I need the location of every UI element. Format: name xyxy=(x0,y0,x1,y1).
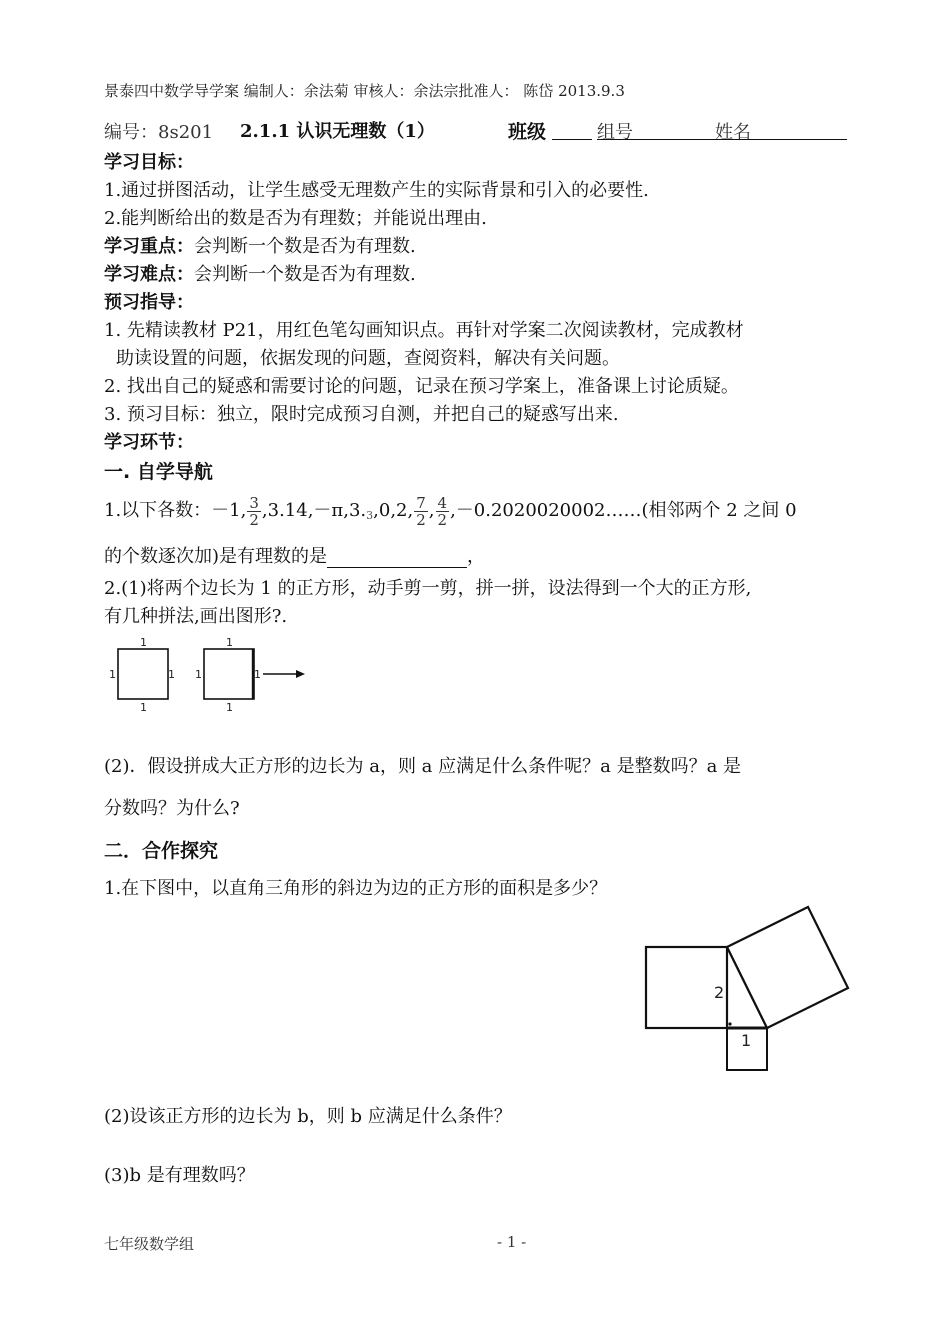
leg-label-2: 2 xyxy=(714,983,725,1002)
side-label: 1 xyxy=(226,701,233,714)
class-field[interactable] xyxy=(552,121,592,140)
side-label: 1 xyxy=(140,636,147,649)
question-2-line-2: 有几种拼法,画出图形?. xyxy=(104,606,288,627)
question-2-line-1: 2.(1)将两个边长为 1 的正方形，动手剪一剪，拼一拼，设法得到一个大的正方形, xyxy=(104,578,752,599)
objectives-heading: 学习目标： xyxy=(104,152,194,173)
question-1-line-1: 1.以下各数：－1, $\frac{3}{2}$ ,3.14,－π,3.3,0,2, $\frac{7}{2}$ , $\frac{4}{2}$ ,－0.2020020002……(相邻两个 2 之间 0 xyxy=(104,493,797,529)
unit-square-right xyxy=(204,649,254,699)
page-number: - 1 - xyxy=(497,1233,527,1251)
leg-label-1: 1 xyxy=(741,1031,752,1050)
right-angle-mark xyxy=(728,1022,731,1025)
group-label: 组号 xyxy=(597,122,633,143)
page-header: 景泰四中数学导学案 编制人：余法菊 审核人：余法宗批准人： 陈岱 2013.9.3 xyxy=(104,82,625,100)
hypotenuse-square xyxy=(727,907,848,1028)
objective-item: 2.能判断给出的数是否为有理数；并能说出理由. xyxy=(104,208,487,229)
difficulty-text: 会判断一个数是否为有理数. xyxy=(194,264,416,285)
section2-heading: 二．合作探究 xyxy=(104,840,219,862)
key-point-text: 会判断一个数是否为有理数. xyxy=(194,236,416,257)
lesson-title: 2.1.1 认识无理数（1） xyxy=(240,121,435,142)
side-label: 1 xyxy=(140,701,147,714)
question-2-2-line-1: (2)．假设拼成大正方形的边长为 a，则 a 应满足什么条件呢？a 是整数吗？a 是 xyxy=(104,756,742,777)
fraction-3-2: $\frac{3}{2}$ xyxy=(249,493,259,529)
repeating-digit: 3 xyxy=(366,509,374,522)
section2-question-3: (3)b 是有理数吗？ xyxy=(104,1165,255,1186)
section2-question-1: 1.在下图中，以直角三角形的斜边为边的正方形的面积是多少？ xyxy=(104,878,608,899)
side-label: 1 xyxy=(195,668,202,681)
title-row-underline[interactable] xyxy=(597,139,847,140)
name-label: 姓名 xyxy=(715,122,751,143)
answer-blank[interactable] xyxy=(327,551,467,568)
q1-mid1: ,3.14,－π,3. xyxy=(261,500,367,521)
q1-prefix: 1.以下各数：－1, xyxy=(104,500,247,521)
objective-item: 1.通过拼图活动，让学生感受无理数产生的实际背景和引入的必要性. xyxy=(104,180,649,201)
class-label: 班级 xyxy=(508,121,547,143)
question-1-line-2: 的个数逐次加)是有理数的是 ， xyxy=(104,546,486,567)
fraction-4-2: $\frac{4}{2}$ xyxy=(437,493,448,529)
question-2-2-line-2: 分数吗？为什么? xyxy=(104,798,240,819)
preview-item-1a: 1. 先精读教材 P21，用红色笔勾画知识点。再针对学案二次阅读教材，完成教材 xyxy=(104,320,744,341)
side-label: 1 xyxy=(109,668,116,681)
footer-group: 七年级数学组 xyxy=(104,1235,195,1253)
arrow-head-icon xyxy=(296,670,305,678)
preview-heading: 预习指导： xyxy=(104,292,194,313)
unit-squares-figure xyxy=(105,634,315,714)
side-label: 1 xyxy=(226,636,233,649)
preview-item-2: 2. 找出自己的疑惑和需要讨论的问题，记录在预习学案上，准备课上讨论质疑。 xyxy=(104,376,739,397)
section1-heading: 一. 自学导航 xyxy=(104,461,213,483)
stages-heading: 学习环节： xyxy=(104,432,194,453)
side-label: 1 xyxy=(254,668,261,681)
section2-question-2: (2)设该正方形的边长为 b，则 b 应满足什么条件？ xyxy=(104,1106,512,1127)
preview-item-1b: 助读设置的问题，依据发现的问题，查阅资料，解决有关问题。 xyxy=(116,348,620,369)
q1-suffix: ,－0.2020020002……(相邻两个 2 之间 0 xyxy=(450,500,797,521)
q1-mid2: ,0,2, xyxy=(373,500,414,521)
fraction-7-2: $\frac{7}{2}$ xyxy=(416,493,426,529)
difficulty-label: 学习难点： xyxy=(104,264,194,285)
right-triangle-squares-figure xyxy=(640,900,860,1080)
side-label: 1 xyxy=(168,668,175,681)
key-point-label: 学习重点： xyxy=(104,236,194,257)
unit-square-left xyxy=(118,649,168,699)
doc-code: 编号：8s201 xyxy=(104,122,214,143)
preview-item-3: 3. 预习目标：独立，限时完成预习自测，并把自己的疑惑写出来. xyxy=(104,404,619,425)
